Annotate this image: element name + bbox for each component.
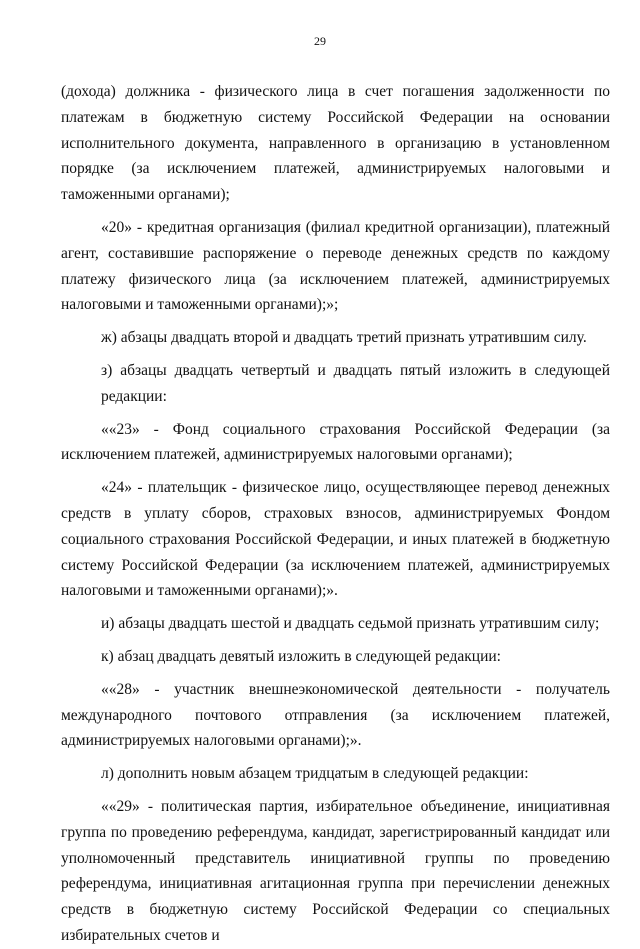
paragraph-item-z: з) абзацы двадцать четвертый и двадцать пятый изложить в следующей редакции: [101, 361, 610, 405]
paragraph-item-l: л) дополнить новым абзацем тридцатым в следующей редакции: [101, 765, 529, 783]
document-body [61, 79, 610, 949]
page-number: 29 [314, 34, 326, 48]
paragraph-code-24: «24» - плательщик - физическое лицо, осуществляющее перевод денежных средств в уплату сборов, страховых взносов, администрируемых Фондом социального страхования Российской Федерации, и иных платежей в бюджетную систему Российской Федерации (за исключением платежей, администрируемых налоговыми и таможенными органами);». [61, 479, 610, 600]
paragraph-code-28: ««28» - участник внешнеэкономической деятельности - получатель международного почтового отправления (за исключением платежей, администрируемых налоговыми органами);». [61, 680, 610, 750]
paragraph-item-zh: ж) абзацы двадцать второй и двадцать третий признать утратившим силу. [101, 329, 587, 347]
paragraph-item-i: и) абзацы двадцать шестой и двадцать седьмой признать утратившим силу; [101, 615, 600, 633]
paragraph-code-29: ««29» - политическая партия, избирательное объединение, инициативная группа по проведению референдума, кандидат, зарегистрированный кандидат или уполномоченный представитель инициативной группы по проведению референдума, инициативная агитационная группа при перечислении денежных средств в бюджетную систему Российской Федерации со специальных избирательных счетов и [61, 797, 610, 944]
paragraph-code-20: «20» - кредитная организация (филиал кредитной организации), платежный агент, составившие распоряжение о переводе денежных средств по каждому платежу физического лица (за исключением платежей, администрируемых налоговыми и таможенными органами);»; [61, 218, 610, 314]
paragraph-item-k: к) абзац двадцать девятый изложить в следующей редакции: [101, 647, 501, 665]
paragraph-code-23: ««23» - Фонд социального страхования Российской Федерации (за исключением платежей, администрируемых налоговыми органами); [61, 420, 610, 464]
paragraph-continuation: (дохода) должника - физического лица в счет погашения задолженности по платежам в бюджетную систему Российской Федерации на основании исполнительного документа, направленного в организацию в установленном порядке (за исключением платежей, администрируемых налоговыми и таможенными органами); [61, 83, 610, 204]
